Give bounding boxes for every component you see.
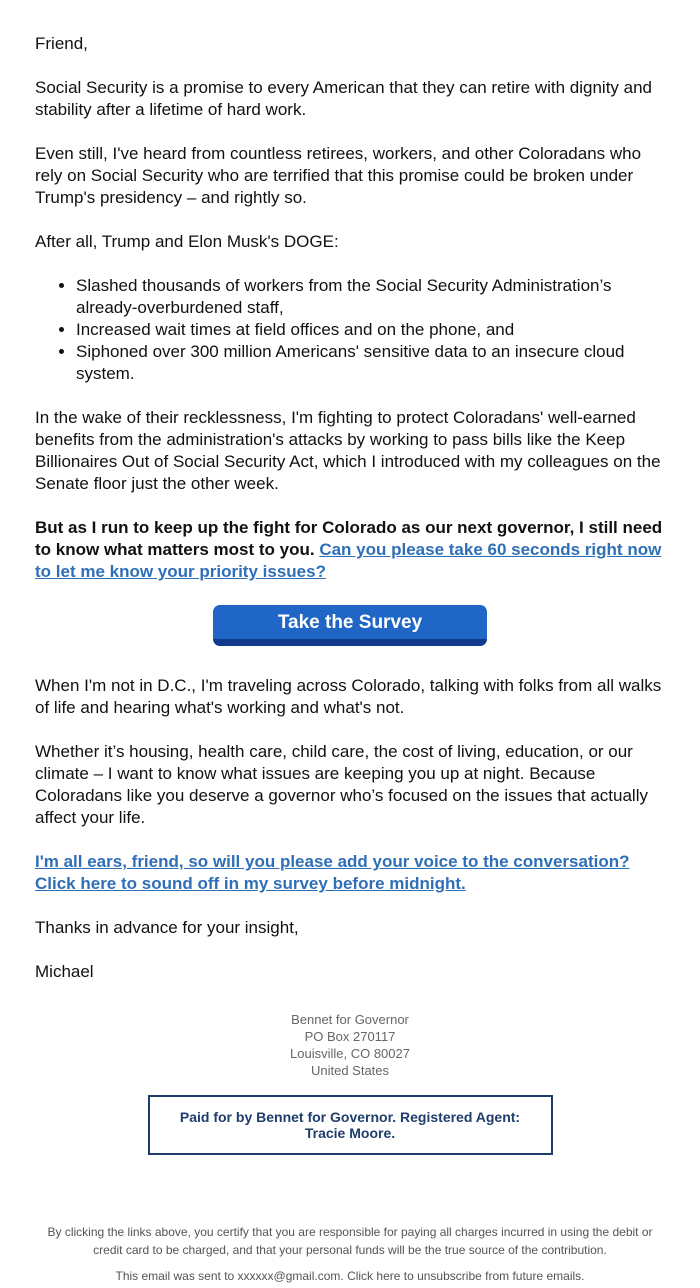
address-org-name: Bennet for Governor (291, 1012, 409, 1027)
list-item (76, 275, 665, 319)
email-footer (0, 1011, 700, 1285)
salutation: Friend, (35, 34, 88, 53)
paragraph-in-the-wake: In the wake of their recklessness, I'm fighting to protect Coloradans' well-earned benefits from the administration's attacks by working to pass bills like the Keep Billionaires Out of Social Security Act, which I introduced with my colleagues on the Senate floor just the other week. (35, 408, 661, 493)
paragraph-whether-issues (35, 741, 665, 829)
address-country: United States (310, 1063, 390, 1078)
whether-normal-text: Whether it’s housing, health care, child care, the cost of living, education, or our climate – I want to know what issues are keeping you up at night. (35, 742, 633, 783)
address-po-box: PO Box 270117 (304, 1029, 396, 1044)
bullet-wait-times: Increased wait times at field offices and on the phone, and (76, 320, 515, 339)
paragraph-fight-for-colorado (35, 517, 665, 583)
address-city-state-zip: Louisville, CO 80027 (290, 1046, 410, 1061)
list-item (76, 341, 665, 385)
address-block (0, 1011, 700, 1079)
paragraph-after-all: After all, Trump and Elon Musk's DOGE: (35, 232, 339, 251)
sent-to-text: This email was sent to xxxxxx@gmail.com. (115, 1269, 348, 1283)
paragraph-traveling-colorado: When I'm not in D.C., I'm traveling across Colorado, talking with folks from all walks of life and hearing what's working and what's not. (35, 676, 662, 717)
paid-for-disclaimer-text: Paid for by Bennet for Governor. Registered Agent: Tracie Moore. (179, 1109, 521, 1141)
unsubscribe-link[interactable]: Click here to unsubscribe from future emails. (347, 1269, 585, 1283)
doge-actions-list (35, 275, 665, 385)
paragraph-thanks: Thanks in advance for your insight, (35, 918, 299, 937)
paragraph-even-still: Even still, I've heard from countless retirees, workers, and other Coloradans who rely on Social Security who are terrified that this promise could be broken under Trump's presidency – and rightly so. (35, 144, 642, 207)
fine-print-sent-line (42, 1267, 658, 1285)
bullet-siphoned-data: Siphoned over 300 million Americans' sensitive data to an insecure cloud system. (76, 342, 625, 383)
fine-print-charges: By clicking the links above, you certify that you are responsible for paying all charges incurred in using the debit or credit card to be charged, and that your personal funds will be the true source of the contribution. (47, 1225, 653, 1257)
fine-print (0, 1223, 700, 1285)
button-row (35, 605, 665, 646)
take-survey-button[interactable]: Take the Survey (213, 605, 487, 646)
signature: Michael (35, 962, 94, 981)
list-item (76, 319, 665, 341)
paragraph-all-ears (35, 851, 665, 895)
paragraph-social-security-promise: Social Security is a promise to every American that they can retire with dignity and stability after a lifetime of hard work. (35, 78, 653, 119)
sound-off-survey-link[interactable]: I'm all ears, friend, so will you please add your voice to the conversation? Click here to sound off in my survey before midnight. (35, 852, 630, 893)
sixty-seconds-survey-link[interactable]: Can you please take 60 seconds right now to let me know your priority issues? (35, 540, 662, 581)
paid-for-disclaimer-box (148, 1095, 553, 1155)
fight-bold-text: But as I run to keep up the fight for Colorado as our next governor, I still need to know what matters most to you. (35, 518, 663, 559)
bullet-slashed-workers: Slashed thousands of workers from the Social Security Administration’s already-overburdened staff, (76, 276, 612, 317)
whether-bold-text: Because Coloradans like you deserve a governor who’s focused on the issues that actually affect your life. (35, 764, 648, 827)
